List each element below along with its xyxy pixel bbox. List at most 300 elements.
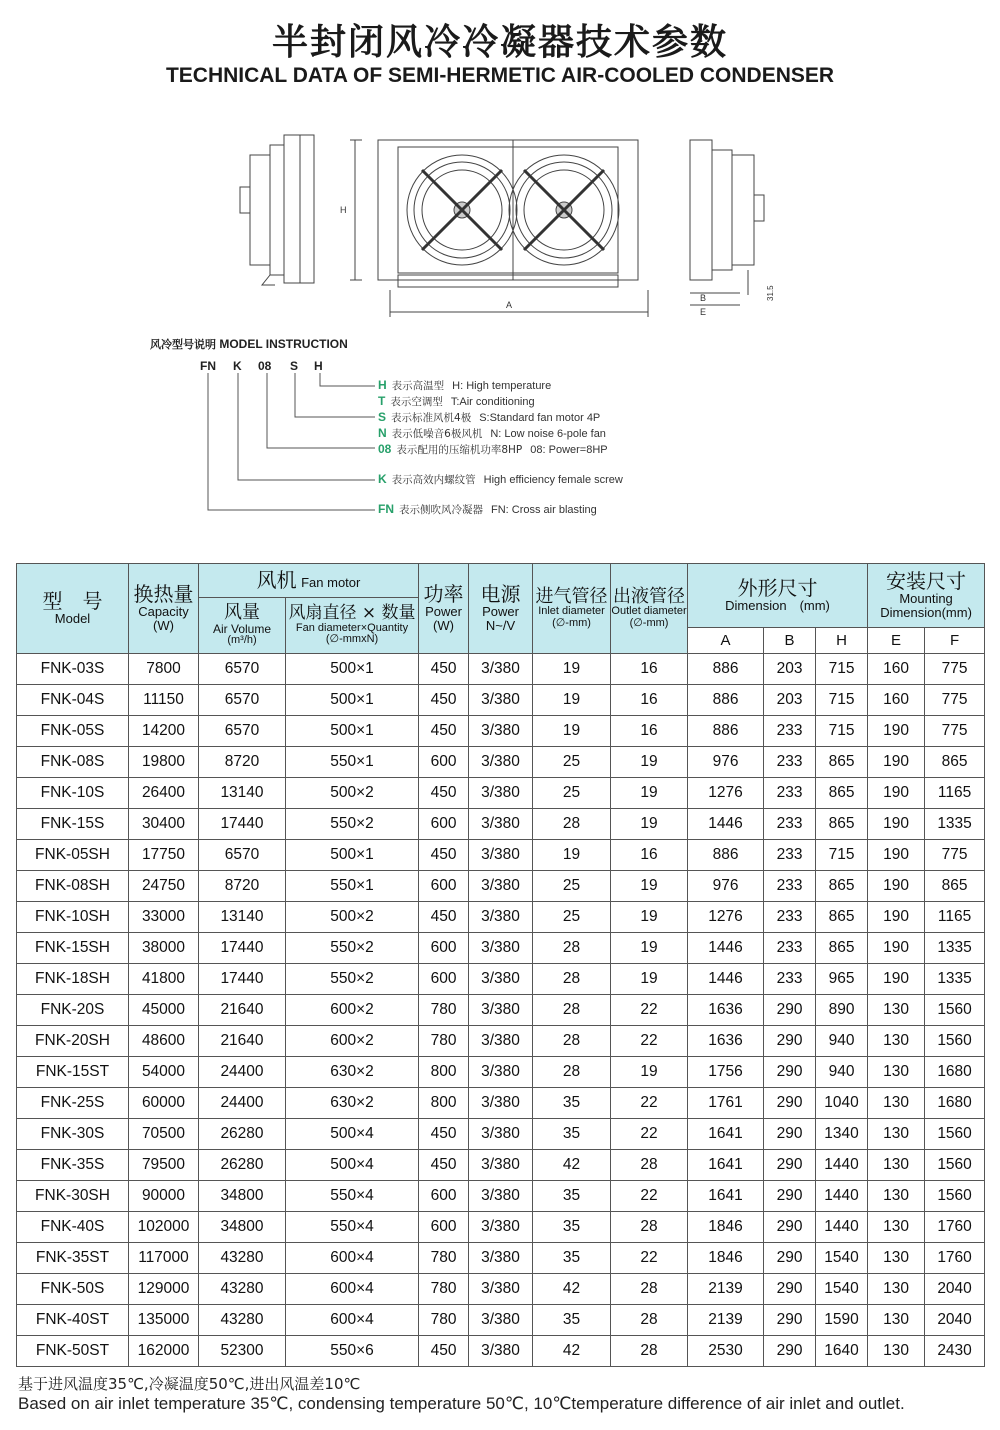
header-inlet: 进气管径 Inlet diameter (∅-mm) bbox=[533, 564, 611, 654]
table-cell: 550×1 bbox=[286, 747, 419, 778]
table-cell: 500×1 bbox=[286, 716, 419, 747]
table-cell: FNK-40S bbox=[17, 1212, 129, 1243]
model-code-s: S bbox=[290, 359, 299, 373]
table-cell: 19 bbox=[611, 778, 688, 809]
table-cell: 24400 bbox=[199, 1057, 286, 1088]
table-row bbox=[17, 1305, 985, 1336]
table-cell: 22 bbox=[611, 1243, 688, 1274]
table-cell: 500×4 bbox=[286, 1119, 419, 1150]
table-cell: 780 bbox=[419, 1274, 469, 1305]
table-cell: 600 bbox=[419, 747, 469, 778]
table-cell: 6570 bbox=[199, 716, 286, 747]
table-cell: 600×2 bbox=[286, 1026, 419, 1057]
dim-label-a: A bbox=[506, 300, 513, 310]
table-cell: 450 bbox=[419, 685, 469, 716]
table-cell: 35 bbox=[533, 1305, 611, 1336]
header-air-volume: 风量 Air Volume (m³/h) bbox=[199, 598, 286, 654]
table-row bbox=[17, 747, 985, 778]
table-cell: 35 bbox=[533, 1119, 611, 1150]
table-cell: 42 bbox=[533, 1150, 611, 1181]
table-cell: 550×1 bbox=[286, 871, 419, 902]
table-cell: 28 bbox=[611, 1274, 688, 1305]
header-outlet: 出液管径 Outlet diameter (∅-mm) bbox=[611, 564, 688, 654]
table-row bbox=[17, 1212, 985, 1243]
table-cell: 290 bbox=[764, 995, 816, 1026]
table-cell: 290 bbox=[764, 1057, 816, 1088]
table-cell: 190 bbox=[868, 809, 925, 840]
table-cell: 1540 bbox=[816, 1274, 868, 1305]
table-row bbox=[17, 1026, 985, 1057]
table-cell: 2040 bbox=[925, 1305, 985, 1336]
table-row bbox=[17, 809, 985, 840]
header-col-f: F bbox=[925, 628, 985, 654]
table-cell: 233 bbox=[764, 840, 816, 871]
dim-label-h: H bbox=[340, 205, 347, 215]
table-cell: 26280 bbox=[199, 1119, 286, 1150]
table-cell: 25 bbox=[533, 871, 611, 902]
table-cell: 800 bbox=[419, 1088, 469, 1119]
table-cell: 1560 bbox=[925, 1119, 985, 1150]
table-cell: 233 bbox=[764, 871, 816, 902]
table-cell: 1640 bbox=[816, 1336, 868, 1367]
table-cell: 203 bbox=[764, 654, 816, 685]
table-cell: 34800 bbox=[199, 1181, 286, 1212]
table-cell: 1446 bbox=[688, 809, 764, 840]
table-cell: 290 bbox=[764, 1243, 816, 1274]
table-cell: 1846 bbox=[688, 1243, 764, 1274]
header-col-b: B bbox=[764, 628, 816, 654]
table-cell: 550×2 bbox=[286, 964, 419, 995]
table-cell: 35 bbox=[533, 1243, 611, 1274]
table-cell: 450 bbox=[419, 1150, 469, 1181]
table-cell: 1340 bbox=[816, 1119, 868, 1150]
table-cell: 3/380 bbox=[469, 716, 533, 747]
table-cell: 2530 bbox=[688, 1336, 764, 1367]
table-cell: 160 bbox=[868, 654, 925, 685]
table-cell: 7800 bbox=[129, 654, 199, 685]
table-cell: 19 bbox=[611, 871, 688, 902]
table-cell: 17440 bbox=[199, 964, 286, 995]
table-cell: 3/380 bbox=[469, 840, 533, 871]
table-cell: 550×6 bbox=[286, 1336, 419, 1367]
table-cell: FNK-05SH bbox=[17, 840, 129, 871]
table-cell: 1335 bbox=[925, 964, 985, 995]
table-cell: 14200 bbox=[129, 716, 199, 747]
table-cell: 16 bbox=[611, 840, 688, 871]
table-cell: 60000 bbox=[129, 1088, 199, 1119]
table-cell: 1440 bbox=[816, 1181, 868, 1212]
model-code-08: 08 bbox=[258, 359, 272, 373]
table-cell: FNK-35S bbox=[17, 1150, 129, 1181]
table-row bbox=[17, 1336, 985, 1367]
spec-table-body bbox=[17, 654, 985, 1367]
header-col-a: A bbox=[688, 628, 764, 654]
table-cell: 21640 bbox=[199, 995, 286, 1026]
table-cell: 2139 bbox=[688, 1274, 764, 1305]
table-cell: FNK-50S bbox=[17, 1274, 129, 1305]
table-cell: 1276 bbox=[688, 778, 764, 809]
table-row bbox=[17, 1243, 985, 1274]
table-cell: 130 bbox=[868, 1336, 925, 1367]
table-cell: 886 bbox=[688, 840, 764, 871]
model-instruction-title-en: MODEL INSTRUCTION bbox=[219, 337, 348, 351]
table-cell: 28 bbox=[611, 1150, 688, 1181]
table-row bbox=[17, 778, 985, 809]
table-cell: 940 bbox=[816, 1026, 868, 1057]
table-cell: 162000 bbox=[129, 1336, 199, 1367]
table-cell: FNK-15S bbox=[17, 809, 129, 840]
table-cell: 600 bbox=[419, 1212, 469, 1243]
table-cell: 130 bbox=[868, 995, 925, 1026]
table-cell: 1560 bbox=[925, 1181, 985, 1212]
legend-k: K 表示高效内螺纹管 High efficiency female screw bbox=[378, 472, 623, 486]
table-cell: 715 bbox=[816, 654, 868, 685]
table-cell: 25 bbox=[533, 747, 611, 778]
table-cell: 1590 bbox=[816, 1305, 868, 1336]
table-cell: 940 bbox=[816, 1057, 868, 1088]
table-cell: 865 bbox=[816, 747, 868, 778]
table-cell: 600 bbox=[419, 933, 469, 964]
table-cell: 865 bbox=[816, 902, 868, 933]
model-code-fn: FN bbox=[200, 359, 216, 373]
table-cell: 13140 bbox=[199, 778, 286, 809]
table-cell: 25 bbox=[533, 902, 611, 933]
table-cell: 160 bbox=[868, 685, 925, 716]
page-title-en: TECHNICAL DATA OF SEMI-HERMETIC AIR-COOLED CONDENSER bbox=[165, 64, 835, 87]
table-cell: 1335 bbox=[925, 933, 985, 964]
table-cell: 2040 bbox=[925, 1274, 985, 1305]
table-cell: 775 bbox=[925, 654, 985, 685]
legend-t: T 表示空调型 T:Air conditioning bbox=[378, 394, 535, 408]
table-cell: 233 bbox=[764, 902, 816, 933]
header-capacity: 换热量 Capacity (W) bbox=[129, 564, 199, 654]
table-cell: 233 bbox=[764, 933, 816, 964]
table-cell: 3/380 bbox=[469, 685, 533, 716]
table-cell: FNK-10S bbox=[17, 778, 129, 809]
table-cell: 22 bbox=[611, 1181, 688, 1212]
table-cell: 2430 bbox=[925, 1336, 985, 1367]
table-cell: 450 bbox=[419, 1119, 469, 1150]
table-cell: 600 bbox=[419, 871, 469, 902]
table-row bbox=[17, 685, 985, 716]
table-row bbox=[17, 1119, 985, 1150]
table-cell: 3/380 bbox=[469, 1305, 533, 1336]
table-cell: 450 bbox=[419, 716, 469, 747]
table-cell: 17440 bbox=[199, 933, 286, 964]
table-cell: 600 bbox=[419, 964, 469, 995]
table-cell: 190 bbox=[868, 747, 925, 778]
header-mounting: 安装尺寸 Mounting Dimension(mm) bbox=[868, 564, 985, 628]
table-cell: 780 bbox=[419, 1026, 469, 1057]
table-cell: FNK-03S bbox=[17, 654, 129, 685]
table-cell: FNK-25S bbox=[17, 1088, 129, 1119]
table-cell: 1560 bbox=[925, 1150, 985, 1181]
table-cell: 1335 bbox=[925, 809, 985, 840]
front-view bbox=[350, 140, 648, 317]
condenser-drawing bbox=[0, 125, 1000, 325]
table-cell: 3/380 bbox=[469, 902, 533, 933]
table-cell: 3/380 bbox=[469, 654, 533, 685]
table-cell: 45000 bbox=[129, 995, 199, 1026]
table-cell: 775 bbox=[925, 840, 985, 871]
table-cell: FNK-05S bbox=[17, 716, 129, 747]
table-cell: 715 bbox=[816, 716, 868, 747]
table-cell: 1276 bbox=[688, 902, 764, 933]
table-cell: 3/380 bbox=[469, 964, 533, 995]
table-cell: 290 bbox=[764, 1088, 816, 1119]
table-cell: 3/380 bbox=[469, 1026, 533, 1057]
table-cell: 28 bbox=[533, 995, 611, 1026]
table-row bbox=[17, 1150, 985, 1181]
table-cell: 3/380 bbox=[469, 995, 533, 1026]
table-cell: 600×4 bbox=[286, 1305, 419, 1336]
table-cell: 6570 bbox=[199, 840, 286, 871]
table-cell: 1446 bbox=[688, 933, 764, 964]
table-cell: 130 bbox=[868, 1150, 925, 1181]
table-cell: 28 bbox=[533, 1057, 611, 1088]
table-cell: 28 bbox=[533, 964, 611, 995]
table-cell: 19800 bbox=[129, 747, 199, 778]
table-cell: 1165 bbox=[925, 778, 985, 809]
table-cell: 290 bbox=[764, 1181, 816, 1212]
table-cell: 450 bbox=[419, 902, 469, 933]
header-dimension: 外形尺寸 Dimension (mm) bbox=[688, 564, 868, 628]
header-power: 功率 Power (W) bbox=[419, 564, 469, 654]
table-cell: 79500 bbox=[129, 1150, 199, 1181]
table-cell: 500×4 bbox=[286, 1150, 419, 1181]
table-cell: 25 bbox=[533, 778, 611, 809]
table-cell: 19 bbox=[611, 902, 688, 933]
table-cell: 19 bbox=[533, 840, 611, 871]
table-cell: 19 bbox=[611, 964, 688, 995]
table-cell: 17440 bbox=[199, 809, 286, 840]
table-cell: 42 bbox=[533, 1336, 611, 1367]
table-cell: 865 bbox=[816, 871, 868, 902]
table-cell: 130 bbox=[868, 1305, 925, 1336]
table-row bbox=[17, 1057, 985, 1088]
table-cell: 600×4 bbox=[286, 1274, 419, 1305]
table-cell: 17750 bbox=[129, 840, 199, 871]
table-cell: 8720 bbox=[199, 871, 286, 902]
table-cell: 1040 bbox=[816, 1088, 868, 1119]
table-cell: 203 bbox=[764, 685, 816, 716]
legend-n: N 表示低噪音6极风机 N: Low noise 6-pole fan bbox=[378, 426, 606, 440]
table-cell: 16 bbox=[611, 685, 688, 716]
table-cell: FNK-15ST bbox=[17, 1057, 129, 1088]
table-cell: 500×1 bbox=[286, 654, 419, 685]
table-cell: 780 bbox=[419, 1243, 469, 1274]
table-cell: 775 bbox=[925, 716, 985, 747]
legend-08: 08 表示配用的压缩机功率8HP 08: Power=8HP bbox=[378, 442, 608, 456]
table-cell: 22 bbox=[611, 1088, 688, 1119]
table-row bbox=[17, 871, 985, 902]
table-cell: 35 bbox=[533, 1088, 611, 1119]
table-cell: FNK-18SH bbox=[17, 964, 129, 995]
table-cell: 3/380 bbox=[469, 809, 533, 840]
table-cell: 19 bbox=[533, 654, 611, 685]
table-cell: 130 bbox=[868, 1119, 925, 1150]
table-cell: 1761 bbox=[688, 1088, 764, 1119]
table-cell: 3/380 bbox=[469, 933, 533, 964]
table-cell: 190 bbox=[868, 840, 925, 871]
dim-label-e: E bbox=[700, 307, 707, 317]
table-cell: 233 bbox=[764, 809, 816, 840]
table-cell: 28 bbox=[533, 809, 611, 840]
dim-label-b: B bbox=[700, 293, 707, 303]
table-cell: FNK-10SH bbox=[17, 902, 129, 933]
table-cell: 1641 bbox=[688, 1119, 764, 1150]
table-row bbox=[17, 902, 985, 933]
table-cell: 6570 bbox=[199, 654, 286, 685]
header-supply: 电源 Power N~/V bbox=[469, 564, 533, 654]
dim-label-31-5: 31.5 bbox=[766, 285, 775, 301]
table-cell: 550×2 bbox=[286, 933, 419, 964]
table-cell: 1641 bbox=[688, 1150, 764, 1181]
table-cell: 16 bbox=[611, 654, 688, 685]
table-cell: 41800 bbox=[129, 964, 199, 995]
table-cell: 500×2 bbox=[286, 778, 419, 809]
table-cell: 965 bbox=[816, 964, 868, 995]
table-cell: 1560 bbox=[925, 995, 985, 1026]
table-row bbox=[17, 654, 985, 685]
table-cell: 865 bbox=[925, 871, 985, 902]
model-instruction-title-cn: 风冷型号说明 bbox=[150, 338, 216, 351]
table-cell: FNK-30SH bbox=[17, 1181, 129, 1212]
table-cell: 290 bbox=[764, 1305, 816, 1336]
table-cell: 1760 bbox=[925, 1243, 985, 1274]
table-cell: 290 bbox=[764, 1274, 816, 1305]
table-cell: 35 bbox=[533, 1181, 611, 1212]
table-cell: 102000 bbox=[129, 1212, 199, 1243]
table-cell: 3/380 bbox=[469, 1119, 533, 1150]
table-cell: 22 bbox=[611, 1026, 688, 1057]
table-cell: 22 bbox=[611, 1119, 688, 1150]
table-cell: 715 bbox=[816, 840, 868, 871]
table-cell: 450 bbox=[419, 840, 469, 871]
table-cell: FNK-08S bbox=[17, 747, 129, 778]
table-cell: 2139 bbox=[688, 1305, 764, 1336]
table-cell: 130 bbox=[868, 1088, 925, 1119]
table-cell: 290 bbox=[764, 1212, 816, 1243]
table-cell: 1440 bbox=[816, 1150, 868, 1181]
table-cell: 1641 bbox=[688, 1181, 764, 1212]
table-cell: 550×4 bbox=[286, 1181, 419, 1212]
table-cell: 19 bbox=[533, 685, 611, 716]
table-cell: FNK-04S bbox=[17, 685, 129, 716]
table-cell: 42 bbox=[533, 1274, 611, 1305]
table-cell: 33000 bbox=[129, 902, 199, 933]
side-view-left bbox=[240, 135, 314, 285]
table-cell: 26280 bbox=[199, 1150, 286, 1181]
table-cell: 3/380 bbox=[469, 1336, 533, 1367]
table-cell: 233 bbox=[764, 964, 816, 995]
table-cell: 715 bbox=[816, 685, 868, 716]
table-cell: 450 bbox=[419, 654, 469, 685]
table-cell: 3/380 bbox=[469, 1181, 533, 1212]
table-cell: FNK-35ST bbox=[17, 1243, 129, 1274]
table-row bbox=[17, 840, 985, 871]
table-cell: 500×1 bbox=[286, 685, 419, 716]
table-cell: 11150 bbox=[129, 685, 199, 716]
table-cell: 600×4 bbox=[286, 1243, 419, 1274]
table-cell: FNK-15SH bbox=[17, 933, 129, 964]
header-fan-diameter: 风扇直径 × 数量 Fan diameter×Quantity (∅-mmxN) bbox=[286, 598, 419, 654]
table-cell: 1446 bbox=[688, 964, 764, 995]
table-cell: 1560 bbox=[925, 1026, 985, 1057]
table-cell: 130 bbox=[868, 1274, 925, 1305]
table-cell: 1680 bbox=[925, 1057, 985, 1088]
table-cell: 1756 bbox=[688, 1057, 764, 1088]
table-cell: 190 bbox=[868, 964, 925, 995]
table-row bbox=[17, 995, 985, 1026]
table-cell: 3/380 bbox=[469, 871, 533, 902]
table-cell: 290 bbox=[764, 1119, 816, 1150]
legend-h: H 表示高温型 H: High temperature bbox=[378, 378, 552, 392]
footnote-cn: 基于进风温度35℃,冷凝温度50℃,进出风温差10℃ bbox=[18, 1375, 361, 1393]
table-cell: 19 bbox=[611, 809, 688, 840]
table-cell: FNK-20S bbox=[17, 995, 129, 1026]
header-col-e: E bbox=[868, 628, 925, 654]
table-cell: 21640 bbox=[199, 1026, 286, 1057]
table-cell: 130 bbox=[868, 1026, 925, 1057]
table-cell: 500×2 bbox=[286, 902, 419, 933]
table-cell: 865 bbox=[816, 809, 868, 840]
table-cell: 52300 bbox=[199, 1336, 286, 1367]
table-cell: 3/380 bbox=[469, 778, 533, 809]
table-cell: 34800 bbox=[199, 1212, 286, 1243]
table-cell: 1636 bbox=[688, 1026, 764, 1057]
table-cell: FNK-50ST bbox=[17, 1336, 129, 1367]
table-cell: 1680 bbox=[925, 1088, 985, 1119]
table-cell: 70500 bbox=[129, 1119, 199, 1150]
table-cell: 1540 bbox=[816, 1243, 868, 1274]
table-cell: 290 bbox=[764, 1026, 816, 1057]
table-cell: 130 bbox=[868, 1212, 925, 1243]
table-cell: 130 bbox=[868, 1181, 925, 1212]
table-cell: 233 bbox=[764, 716, 816, 747]
table-cell: 190 bbox=[868, 902, 925, 933]
table-cell: 6570 bbox=[199, 685, 286, 716]
model-code-h: H bbox=[314, 359, 323, 373]
table-cell: 976 bbox=[688, 747, 764, 778]
table-cell: 630×2 bbox=[286, 1088, 419, 1119]
table-cell: 630×2 bbox=[286, 1057, 419, 1088]
table-cell: 290 bbox=[764, 1336, 816, 1367]
footnote-en: Based on air inlet temperature 35℃, condensing temperature 50℃, 10℃temperature difference of air inlet and outlet. bbox=[18, 1394, 905, 1413]
table-cell: 28 bbox=[611, 1336, 688, 1367]
table-cell: 500×1 bbox=[286, 840, 419, 871]
table-cell: 600 bbox=[419, 809, 469, 840]
table-row bbox=[17, 716, 985, 747]
table-cell: 3/380 bbox=[469, 1057, 533, 1088]
table-cell: 28 bbox=[533, 933, 611, 964]
table-cell: 3/380 bbox=[469, 1088, 533, 1119]
table-cell: 3/380 bbox=[469, 1243, 533, 1274]
model-code-k: K bbox=[233, 359, 242, 373]
table-cell: 13140 bbox=[199, 902, 286, 933]
table-cell: 450 bbox=[419, 1336, 469, 1367]
table-cell: 800 bbox=[419, 1057, 469, 1088]
table-cell: 190 bbox=[868, 933, 925, 964]
table-cell: 28 bbox=[611, 1212, 688, 1243]
table-cell: 190 bbox=[868, 871, 925, 902]
table-cell: 290 bbox=[764, 1150, 816, 1181]
table-row bbox=[17, 1274, 985, 1305]
table-cell: 3/380 bbox=[469, 1274, 533, 1305]
table-cell: 38000 bbox=[129, 933, 199, 964]
header-model: 型 号 Model bbox=[17, 564, 129, 654]
table-cell: 24400 bbox=[199, 1088, 286, 1119]
